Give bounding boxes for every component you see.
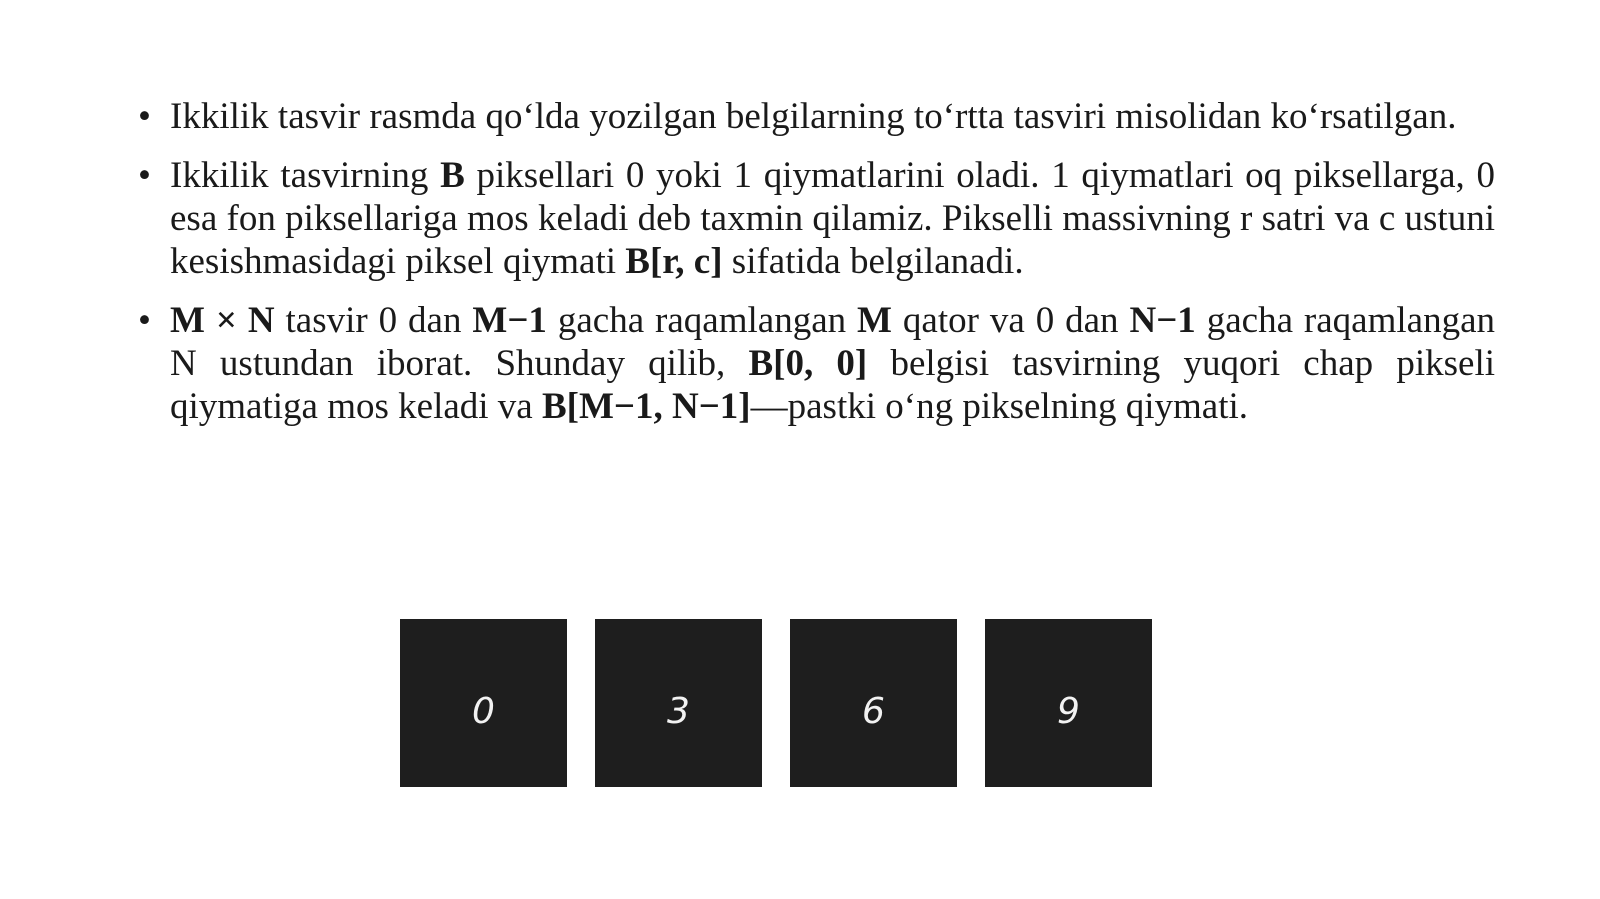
bullet-text: gacha raqamlangan N ustundan iborat. Shunday qilib, — [170, 300, 1495, 384]
bullet-dot: • — [138, 155, 151, 196]
bullet-item-2 — [138, 154, 1495, 283]
digit-image-9 — [985, 619, 1152, 787]
bullet-text: gacha raqamlangan — [546, 300, 858, 341]
bullet-text: Ikkilik tasvirning — [170, 155, 441, 196]
bold-term: B[M−1, N−1] — [541, 386, 751, 427]
digit-image-6 — [790, 619, 957, 787]
bullet-list — [138, 95, 1495, 444]
digit-image-row — [400, 619, 1152, 787]
bullet-text: Ikkilik tasvir rasmda qo‘lda yozilgan belgilarning to‘rtta tasviri misolidan ko‘rsatilgan. — [170, 96, 1457, 137]
bullet-text: piksellari 0 yoki 1 qiymatlarini oladi. 1 qiymatlari oq piksellarga, 0 esa fon piksellariga mos keladi deb taxmin qilamiz. Pikselli massivning r satri va c ustuni kesishmasidagi piksel qiymati — [170, 155, 1495, 282]
bold-term: M — [857, 300, 892, 341]
bullet-text: sifatida belgilanadi. — [722, 241, 1024, 282]
bullet-text: qator va 0 dan — [891, 300, 1130, 341]
bullet-item-1 — [138, 95, 1495, 138]
bullet-dot: • — [138, 300, 151, 341]
digit-image-3 — [595, 619, 762, 787]
digit-image-0 — [400, 619, 567, 787]
bold-term: B — [440, 155, 465, 196]
bold-term: M−1 — [472, 300, 547, 341]
bullet-text: —pastki o‘ng pikselning qiymati. — [750, 386, 1249, 427]
bold-term: B[0, 0] — [748, 343, 868, 384]
bullet-dot: • — [138, 96, 151, 137]
bullet-text: tasvir 0 dan — [274, 300, 473, 341]
bold-term: B[r, c] — [625, 241, 723, 282]
handwritten-digit: 6 — [862, 690, 885, 732]
bullet-text: belgisi tasvirning yuqori chap pikseli qiymatiga mos keladi va — [170, 343, 1496, 427]
handwritten-digit: 0 — [472, 690, 495, 732]
bold-term: M × N — [170, 300, 275, 341]
handwritten-digit: 3 — [667, 690, 690, 732]
handwritten-digit: 9 — [1057, 690, 1080, 732]
bold-term: N−1 — [1129, 300, 1196, 341]
bullet-item-3 — [138, 299, 1495, 428]
